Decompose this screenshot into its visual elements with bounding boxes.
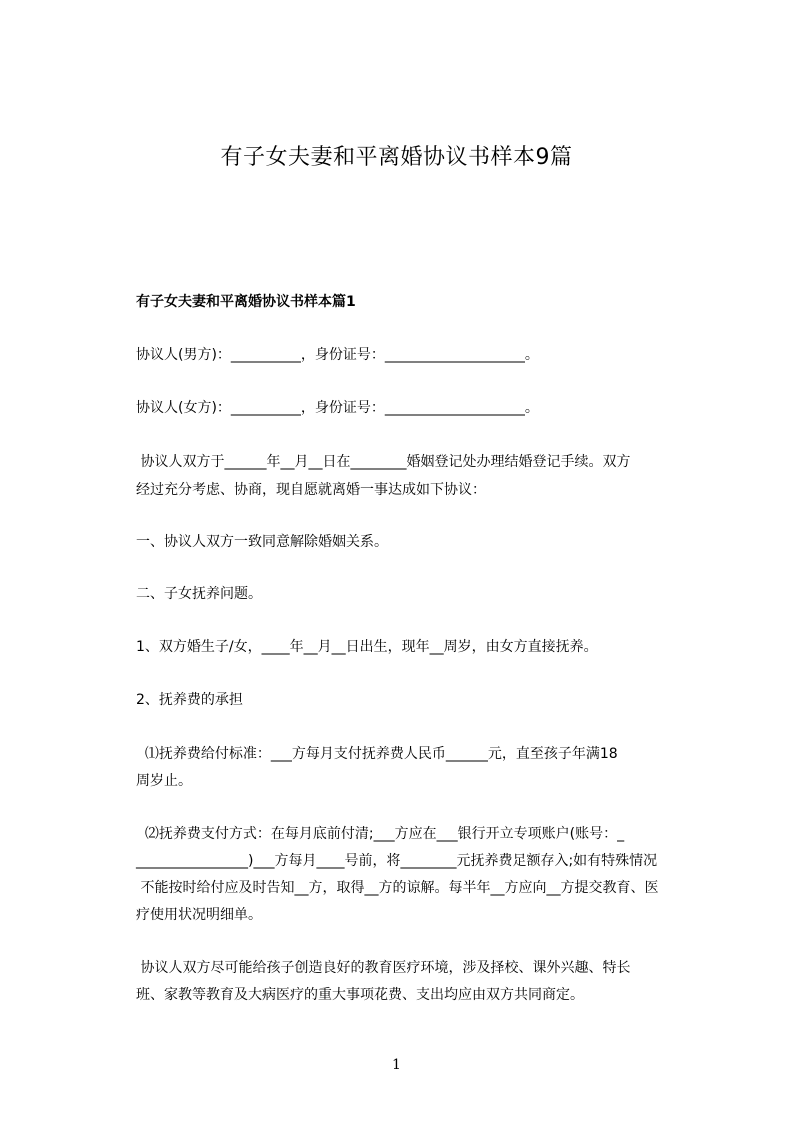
clause-two-item-2: 2、抚养费的承担 (136, 692, 243, 708)
support-standard-line-2: 周岁止。 (136, 773, 192, 789)
clause-one: 一、协议人双方一致同意解除婚姻关系。 (136, 534, 388, 550)
page-number: 1 (392, 1057, 401, 1073)
support-standard-line-1: ⑴抚养费给付标准：___方每月支付抚养费人民币______元，直至孩子年满18 (136, 746, 618, 762)
clause-two: 二、子女抚养问题。 (136, 586, 262, 602)
party-female-line: 协议人(女方)：__________，身份证号：____________________。 (136, 400, 539, 416)
support-payment-line-1: ⑵抚养费支付方式：在每月底前付清;___方应在___银行开立专项账户(账号：_ (136, 826, 625, 842)
party-male-line: 协议人(男方)：__________，身份证号：____________________。 (136, 347, 539, 363)
intro-paragraph-line-1: 协议人双方于______年__月__日在________婚姻登记处办理结婚登记手续。双方 (136, 454, 631, 470)
clause-two-item-1: 1、双方婚生子/女，____年__月__日出生，现年__周岁，由女方直接抚养。 (136, 639, 598, 655)
section-heading: 有子女夫妻和平离婚协议书样本篇1 (136, 294, 356, 310)
education-paragraph-line-2: 班、家教等教育及大病医疗的重大事项花费、支出均应由双方共同商定。 (136, 987, 584, 1003)
intro-paragraph-line-2: 经过充分考虑、协商，现自愿就离婚一事达成如下协议： (136, 482, 486, 498)
support-payment-line-2: ________________)___方每月____号前，将________元抚养费足额存入;如有特殊情况 (136, 853, 658, 869)
document-title: 有子女夫妻和平离婚协议书样本9篇 (220, 145, 573, 170)
support-payment-line-4: 疗使用状况明细单。 (136, 907, 262, 923)
support-payment-line-3: 不能按时给付应及时告知__方，取得__方的谅解。每半年__方应向__方提交教育、医 (136, 880, 659, 896)
education-paragraph-line-1: 协议人双方尽可能给孩子创造良好的教育医疗环境，涉及择校、课外兴趣、特长 (136, 960, 631, 976)
